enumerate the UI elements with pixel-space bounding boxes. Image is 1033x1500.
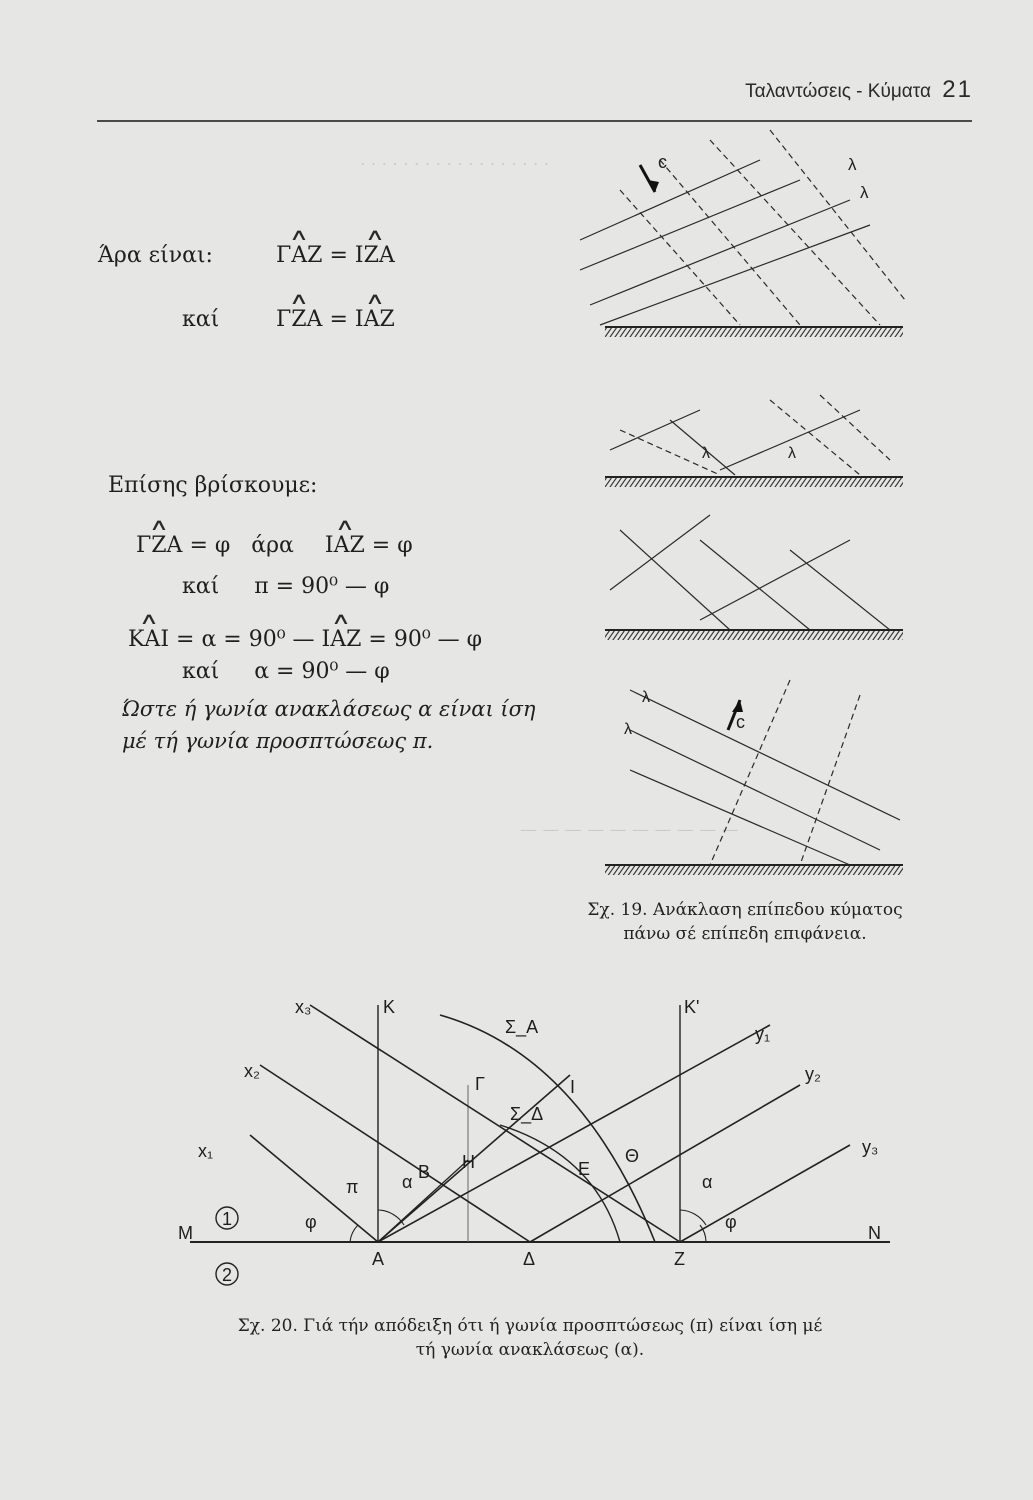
eq3-end: = φ bbox=[371, 533, 413, 558]
fig19-label-lambda-2: λ bbox=[860, 183, 869, 202]
angle-GZA: ∧ ΓΖΑ bbox=[276, 307, 322, 332]
conclusion-line-1: Ώστε ή γωνία ανακλάσεως α είναι ίση bbox=[122, 697, 536, 721]
fig20-label-a-right: α bbox=[702, 1172, 713, 1192]
fig20-label-K: K bbox=[383, 997, 396, 1017]
fig19-caption-2: πάνω σέ επίπεδη επιφάνεια. bbox=[623, 924, 867, 944]
fig20-angle-a bbox=[680, 1210, 706, 1225]
fig20-label-x2: x₂ bbox=[244, 1061, 260, 1081]
fig19-surface-1 bbox=[605, 327, 903, 337]
fig19-label-lambda-4: λ bbox=[788, 445, 796, 462]
fig20-label-SA: Σ_A bbox=[505, 1017, 539, 1037]
figure-20 bbox=[150, 985, 910, 1295]
fig20-label-x1: x₁ bbox=[198, 1141, 214, 1161]
page-number: 21 bbox=[942, 76, 973, 103]
fig20-label-y1: y₁ bbox=[755, 1024, 771, 1044]
fig19-label-lambda-3: λ bbox=[702, 445, 710, 462]
fig20-label-Z: Z bbox=[674, 1249, 685, 1269]
angle-GZA-2: ∧ ΓΖΑ bbox=[136, 533, 182, 558]
fig20-label-a-left: α bbox=[402, 1172, 413, 1192]
angle-IZA: ∧ ΙΖΑ bbox=[355, 243, 395, 268]
fig20-label-G: Γ bbox=[475, 1074, 485, 1094]
fig20-label-A: A bbox=[372, 1249, 385, 1269]
eq-1 bbox=[276, 243, 395, 268]
fig19-surface-4 bbox=[605, 865, 903, 875]
fig20-label-E: E bbox=[578, 1159, 591, 1179]
fig20-label-I: I bbox=[570, 1077, 576, 1097]
fig20-label-D: Δ bbox=[523, 1249, 536, 1269]
eq3-mid: = φ άρα bbox=[189, 533, 294, 558]
conclusion-line-2: μέ τή γωνία προσπτώσεως π. bbox=[122, 729, 434, 753]
fig20-caption-2: τή γωνία ανακλάσεως (α). bbox=[415, 1340, 645, 1360]
fig20-label-y2: y₂ bbox=[805, 1064, 821, 1084]
fig19-panel-2 bbox=[610, 395, 890, 475]
fig20-label-B: B bbox=[418, 1162, 431, 1182]
angle-IAZ-3: ∧ ΙΑΖ bbox=[322, 627, 362, 652]
eq-sign: = bbox=[329, 243, 355, 268]
angle-KAI: ∧ ΚΑΙ bbox=[128, 627, 169, 652]
angle-IAZ-2: ∧ ΙΑΖ bbox=[325, 533, 365, 558]
fig19-surface-2 bbox=[605, 477, 903, 487]
fig19-panel-4 bbox=[630, 680, 900, 865]
eq-ara bbox=[98, 243, 213, 268]
eq-5 bbox=[128, 627, 482, 652]
eq-3 bbox=[136, 533, 413, 558]
fig20-label-K2: K' bbox=[684, 997, 700, 1017]
fig20-label-Th: Θ bbox=[625, 1146, 640, 1166]
angle-IAZ: ∧ ΙΑΖ bbox=[355, 307, 395, 332]
eq5-mid: = α = 90⁰ — bbox=[176, 627, 315, 652]
fig20-ray-y1 bbox=[378, 1025, 770, 1242]
fig20-caption-1: Σχ. 20. Γιά τήν απόδειξη ότι ή γωνία προσπτώσεως (π) είναι ίση μέ bbox=[237, 1316, 823, 1336]
fig19-label-c-2: c bbox=[736, 712, 745, 732]
fig19-caption-1: Σχ. 19. Ανάκλαση επίπεδου κύματος bbox=[587, 900, 903, 920]
fig20-arc-SA bbox=[440, 1015, 655, 1242]
header-title: Ταλαντώσεις - Κύματα bbox=[745, 81, 932, 102]
fig19-arrowhead-2 bbox=[732, 700, 743, 712]
fig20-label-pi: π bbox=[346, 1177, 359, 1197]
fig20-label-H: H bbox=[462, 1152, 475, 1172]
eq5-end: = 90⁰ — φ bbox=[368, 627, 483, 652]
fig19-panel-3 bbox=[610, 515, 890, 630]
fig20-ray-y3 bbox=[680, 1145, 850, 1242]
eq-sign: = bbox=[329, 307, 355, 332]
running-header bbox=[745, 76, 973, 104]
fig20-ray-x3 bbox=[310, 1005, 680, 1242]
fig19-label-lambda-6: λ bbox=[624, 721, 632, 738]
ara-text: Άρα είναι: bbox=[98, 243, 213, 268]
fig19-surface-3 bbox=[605, 630, 903, 640]
episis-text: Επίσης βρίσκουμε: bbox=[108, 473, 318, 498]
fig19-label-lambda-1: λ bbox=[848, 155, 857, 174]
eq-4: καί π = 90⁰ — φ bbox=[182, 574, 390, 599]
fig20-label-x3: x₃ bbox=[295, 997, 312, 1017]
kai-1: καί bbox=[182, 307, 220, 332]
angle-GAZ: ∧ ΓΑΖ bbox=[276, 243, 322, 268]
fig19-label-lambda-5: λ bbox=[642, 689, 650, 706]
fig20-label-phi-right: φ bbox=[725, 1212, 737, 1232]
fig20-label-medium-2: 2 bbox=[222, 1265, 233, 1285]
fig20-label-y3: y₃ bbox=[862, 1137, 879, 1157]
figure-19 bbox=[560, 120, 905, 885]
fig20-angle-phi-left bbox=[350, 1225, 358, 1242]
fig20-label-phi-left: φ bbox=[305, 1212, 317, 1232]
eq-6: καί α = 90⁰ — φ bbox=[182, 659, 390, 684]
fig20-label-medium-1: 1 bbox=[222, 1209, 233, 1229]
fig20-label-M: M bbox=[178, 1223, 193, 1243]
eq-2 bbox=[276, 307, 395, 332]
fig20-label-N: N bbox=[868, 1223, 881, 1243]
fig20-label-SD: Σ_Δ bbox=[510, 1104, 544, 1124]
fig19-label-c-1: c bbox=[658, 152, 667, 172]
